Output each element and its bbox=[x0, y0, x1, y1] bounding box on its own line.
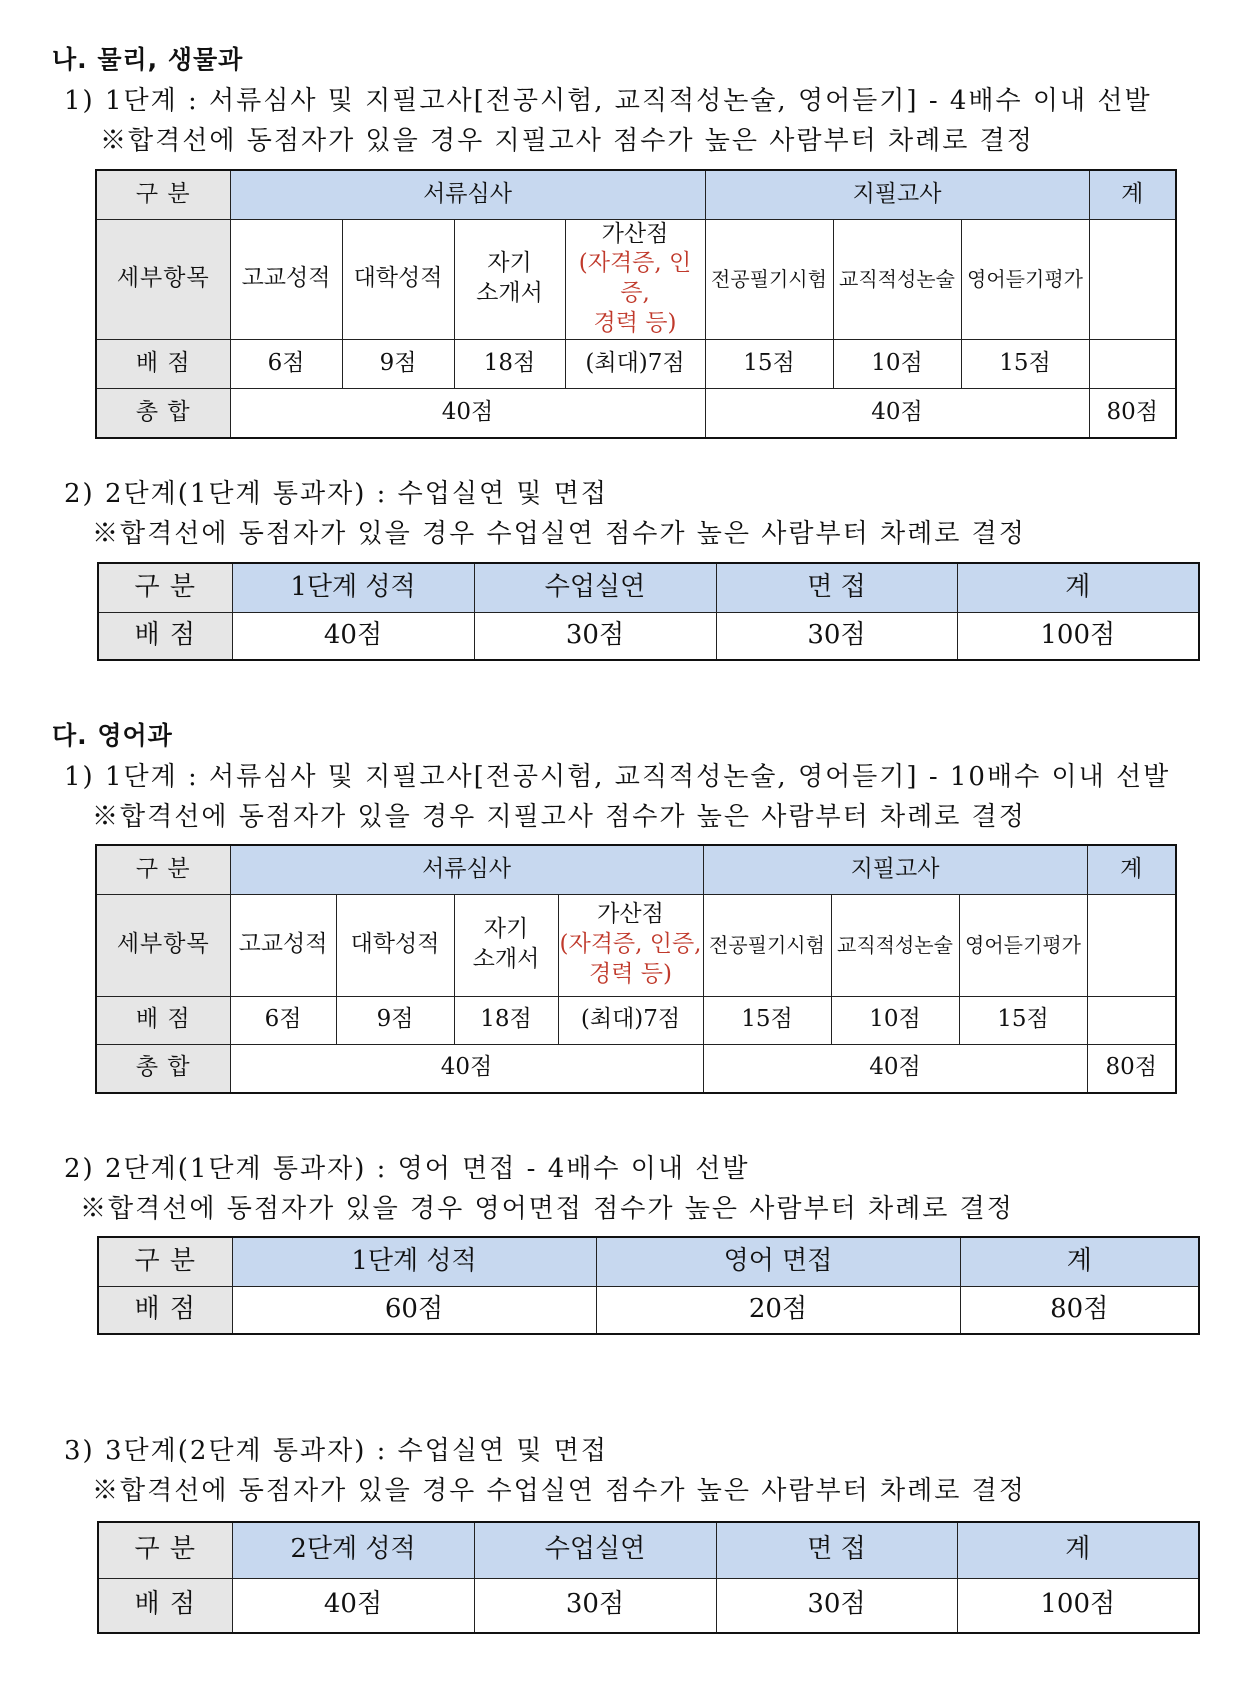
item-bonus: 가산점 (자격증, 인증, 경력 등) bbox=[558, 894, 703, 996]
section-title-na: 나. 물리, 생물과 bbox=[52, 45, 244, 74]
total-sum: 80점 bbox=[1087, 1044, 1176, 1093]
score-cell: 9점 bbox=[342, 340, 454, 389]
header-stage1-grade: 1단계 성적 bbox=[232, 563, 474, 612]
score-sum-empty bbox=[1087, 996, 1176, 1044]
row-label-detail: 세부항목 bbox=[96, 219, 230, 340]
row-label-total: 총 합 bbox=[96, 389, 230, 438]
item-highschool-grade: 고교성적 bbox=[230, 219, 342, 340]
score-cell: 6점 bbox=[230, 996, 336, 1044]
header-gubun: 구 분 bbox=[98, 1237, 232, 1286]
item-english-listening: 영어듣기평가 bbox=[961, 219, 1089, 340]
score-cell: (최대)7점 bbox=[565, 340, 705, 389]
score-cell: 10점 bbox=[833, 340, 961, 389]
score-cell: 30점 bbox=[474, 612, 716, 660]
stage1-heading: 1) 1단계 : 서류심사 및 지필고사[전공시험, 교직적성논술, 영어듣기] - 4배수 이내 선발 bbox=[64, 86, 1152, 116]
item-major-written: 전공필기시험 bbox=[705, 219, 833, 340]
stage1-note: ※합격선에 동점자가 있을 경우 지필고사 점수가 높은 사람부터 차례로 결정 bbox=[100, 126, 1034, 156]
item-college-grade: 대학성적 bbox=[342, 219, 454, 340]
detail-sum-empty bbox=[1087, 894, 1176, 996]
item-bonus: 가산점 (자격증, 인증, 경력 등) bbox=[565, 219, 705, 340]
item-teaching-essay: 교직적성논술 bbox=[831, 894, 959, 996]
header-stage1-grade: 1단계 성적 bbox=[232, 1237, 596, 1286]
header-demo-lesson: 수업실연 bbox=[474, 563, 716, 612]
stage1-note: ※합격선에 동점자가 있을 경우 지필고사 점수가 높은 사람부터 차례로 결정 bbox=[92, 802, 1026, 832]
header-sum: 계 bbox=[960, 1237, 1199, 1286]
header-interview: 면 접 bbox=[716, 1522, 957, 1578]
score-cell: 10점 bbox=[831, 996, 959, 1044]
stage1-score-table bbox=[95, 169, 1177, 439]
header-stage2-grade: 2단계 성적 bbox=[232, 1522, 474, 1578]
stage2-heading: 2) 2단계(1단계 통과자) : 수업실연 및 면접 bbox=[64, 479, 609, 509]
score-cell: 60점 bbox=[232, 1286, 596, 1334]
header-written-exam: 지필고사 bbox=[705, 170, 1089, 219]
header-interview: 면 접 bbox=[716, 563, 957, 612]
score-cell: 30점 bbox=[716, 1578, 957, 1633]
item-highschool-grade: 고교성적 bbox=[230, 894, 336, 996]
stage2-score-table bbox=[97, 562, 1200, 661]
row-label-score: 배 점 bbox=[98, 1578, 232, 1633]
header-sum: 계 bbox=[957, 1522, 1199, 1578]
score-cell: 30점 bbox=[716, 612, 957, 660]
header-demo-lesson: 수업실연 bbox=[474, 1522, 716, 1578]
header-sum: 계 bbox=[1089, 170, 1176, 219]
score-cell: 100점 bbox=[957, 1578, 1199, 1633]
item-major-written: 전공필기시험 bbox=[703, 894, 831, 996]
score-cell: 20점 bbox=[596, 1286, 960, 1334]
stage3-score-table bbox=[97, 1521, 1200, 1634]
score-cell: (최대)7점 bbox=[558, 996, 703, 1044]
header-written-exam: 지필고사 bbox=[703, 845, 1087, 894]
stage2-note: ※합격선에 동점자가 있을 경우 영어면접 점수가 높은 사람부터 차례로 결정 bbox=[80, 1194, 1014, 1224]
section-title-da: 다. 영어과 bbox=[52, 721, 173, 750]
stage3-heading: 3) 3단계(2단계 통과자) : 수업실연 및 면접 bbox=[64, 1436, 609, 1466]
score-sum-empty bbox=[1089, 340, 1176, 389]
stage1-score-table bbox=[95, 844, 1177, 1094]
header-document-review: 서류심사 bbox=[230, 845, 703, 894]
header-sum: 계 bbox=[957, 563, 1199, 612]
score-cell: 80점 bbox=[960, 1286, 1199, 1334]
header-gubun: 구 분 bbox=[96, 845, 230, 894]
score-cell: 9점 bbox=[336, 996, 454, 1044]
score-cell: 30점 bbox=[474, 1578, 716, 1633]
detail-sum-empty bbox=[1089, 219, 1176, 340]
header-english-interview: 영어 면접 bbox=[596, 1237, 960, 1286]
score-cell: 15점 bbox=[959, 996, 1087, 1044]
item-teaching-essay: 교직적성논술 bbox=[833, 219, 961, 340]
score-cell: 40점 bbox=[232, 612, 474, 660]
total-written: 40점 bbox=[705, 389, 1089, 438]
item-english-listening: 영어듣기평가 bbox=[959, 894, 1087, 996]
header-document-review: 서류심사 bbox=[230, 170, 705, 219]
score-cell: 6점 bbox=[230, 340, 342, 389]
total-sum: 80점 bbox=[1089, 389, 1176, 438]
total-document: 40점 bbox=[230, 1044, 703, 1093]
row-label-detail: 세부항목 bbox=[96, 894, 230, 996]
row-label-score: 배 점 bbox=[98, 612, 232, 660]
score-cell: 18점 bbox=[454, 996, 558, 1044]
score-cell: 40점 bbox=[232, 1578, 474, 1633]
score-cell: 100점 bbox=[957, 612, 1199, 660]
score-cell: 15점 bbox=[961, 340, 1089, 389]
score-cell: 18점 bbox=[454, 340, 565, 389]
total-written: 40점 bbox=[703, 1044, 1087, 1093]
item-self-intro: 자기 소개서 bbox=[454, 894, 558, 996]
stage2-score-table bbox=[97, 1236, 1200, 1335]
row-label-total: 총 합 bbox=[96, 1044, 230, 1093]
row-label-score: 배 점 bbox=[98, 1286, 232, 1334]
stage1-heading: 1) 1단계 : 서류심사 및 지필고사[전공시험, 교직적성논술, 영어듣기] - 10배수 이내 선발 bbox=[64, 762, 1171, 792]
header-gubun: 구 분 bbox=[98, 563, 232, 612]
total-document: 40점 bbox=[230, 389, 705, 438]
stage2-note: ※합격선에 동점자가 있을 경우 수업실연 점수가 높은 사람부터 차례로 결정 bbox=[92, 519, 1026, 549]
item-college-grade: 대학성적 bbox=[336, 894, 454, 996]
row-label-score: 배 점 bbox=[96, 996, 230, 1044]
header-sum: 계 bbox=[1087, 845, 1176, 894]
row-label-score: 배 점 bbox=[96, 340, 230, 389]
stage3-note: ※합격선에 동점자가 있을 경우 수업실연 점수가 높은 사람부터 차례로 결정 bbox=[92, 1476, 1026, 1506]
item-self-intro: 자기 소개서 bbox=[454, 219, 565, 340]
header-gubun: 구 분 bbox=[98, 1522, 232, 1578]
score-cell: 15점 bbox=[705, 340, 833, 389]
header-gubun: 구 분 bbox=[96, 170, 230, 219]
score-cell: 15점 bbox=[703, 996, 831, 1044]
stage2-heading: 2) 2단계(1단계 통과자) : 영어 면접 - 4배수 이내 선발 bbox=[64, 1154, 750, 1184]
